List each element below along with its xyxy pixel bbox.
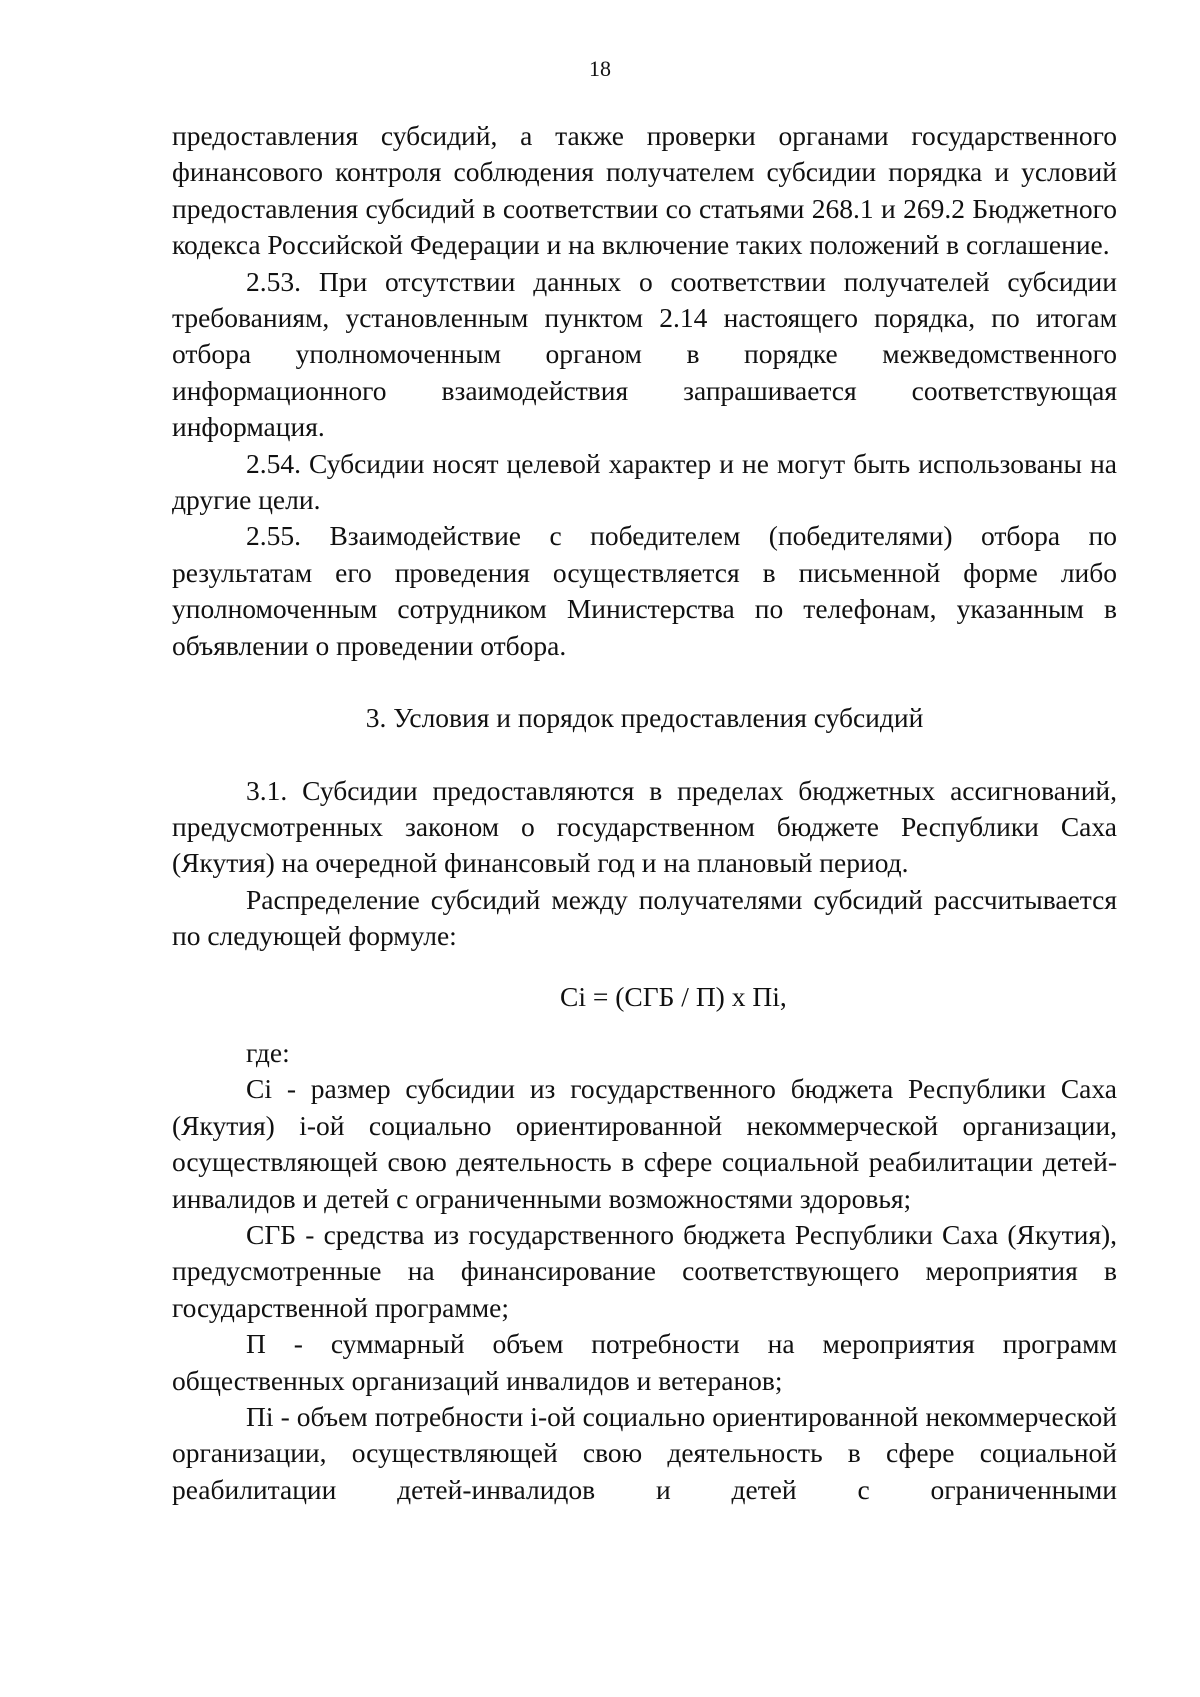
definition-sgb: СГБ - средства из государственного бюджета Республики Саха (Якутия), предусмотренные на финансирование соответствующего мероприятия в государственной программе; (172, 1218, 1117, 1323)
paragraph-3-1: 3.1. Субсидии предоставляются в пределах бюджетных ассигнований, предусмотренных законом о государственном бюджете Республики Саха (Якутия) на очередной финансовый год и на плановый период. (172, 774, 1117, 879)
definition-where: где: (246, 1036, 290, 1068)
definition-pi: Пi - объем потребности i-ой социально ориентированной некоммерческой организации, осуществляющей свою деятельность в сфере социальной реабилитации детей-инвалидов и детей с ограниченными (172, 1401, 1117, 1505)
paragraph-distribution: Распределение субсидий между получателями субсидий рассчитывается по следующей формуле: (172, 883, 1117, 952)
page-number: 18 (589, 56, 611, 81)
formula: Ci = (СГБ / П) x Пi, (560, 980, 787, 1012)
paragraph-2-55: 2.55. Взаимодействие с победителем (победителями) отбора по результатам его проведения осуществляется в письменной форме либо уполномоченным сотрудником Министерства по телефонам, указанным в объявлении о проведении отбора. (172, 520, 1117, 661)
paragraph-continuation: предоставления субсидий, а также проверки органами государственного финансового контроля соблюдения получателем субсидии порядка и условий предоставления субсидий в соответствии со статьями 268.1 и 269.2 Бюджетного кодекса Российской Федерации и на включение таких положений в соглашение. (172, 120, 1117, 261)
definition-p: П - суммарный объем потребности на мероприятия программ общественных организаций инвалидов и ветеранов; (172, 1328, 1117, 1396)
paragraph-2-54: 2.54. Субсидии носят целевой характер и не могут быть использованы на другие цели. (172, 447, 1117, 516)
paragraph-2-53: 2.53. При отсутствии данных о соответствии получателей субсидии требованиям, установленным пунктом 2.14 настоящего порядка, по итогам отбора уполномоченным органом в порядке межведомственного информационного взаимодействия запрашивается соответствующая информация. (172, 265, 1117, 443)
section-heading: 3. Условия и порядок предоставления субсидий (365, 702, 924, 734)
definition-ci: Ci - размер субсидии из государственного бюджета Республики Саха (Якутия) i-ой социально ориентированной некоммерческой организации, осуществляющей свою деятельность в сфере социальной реабилитации детей-инвалидов и детей с ограниченными возможностями здоровья; (172, 1073, 1117, 1214)
document-body (172, 118, 1117, 1508)
